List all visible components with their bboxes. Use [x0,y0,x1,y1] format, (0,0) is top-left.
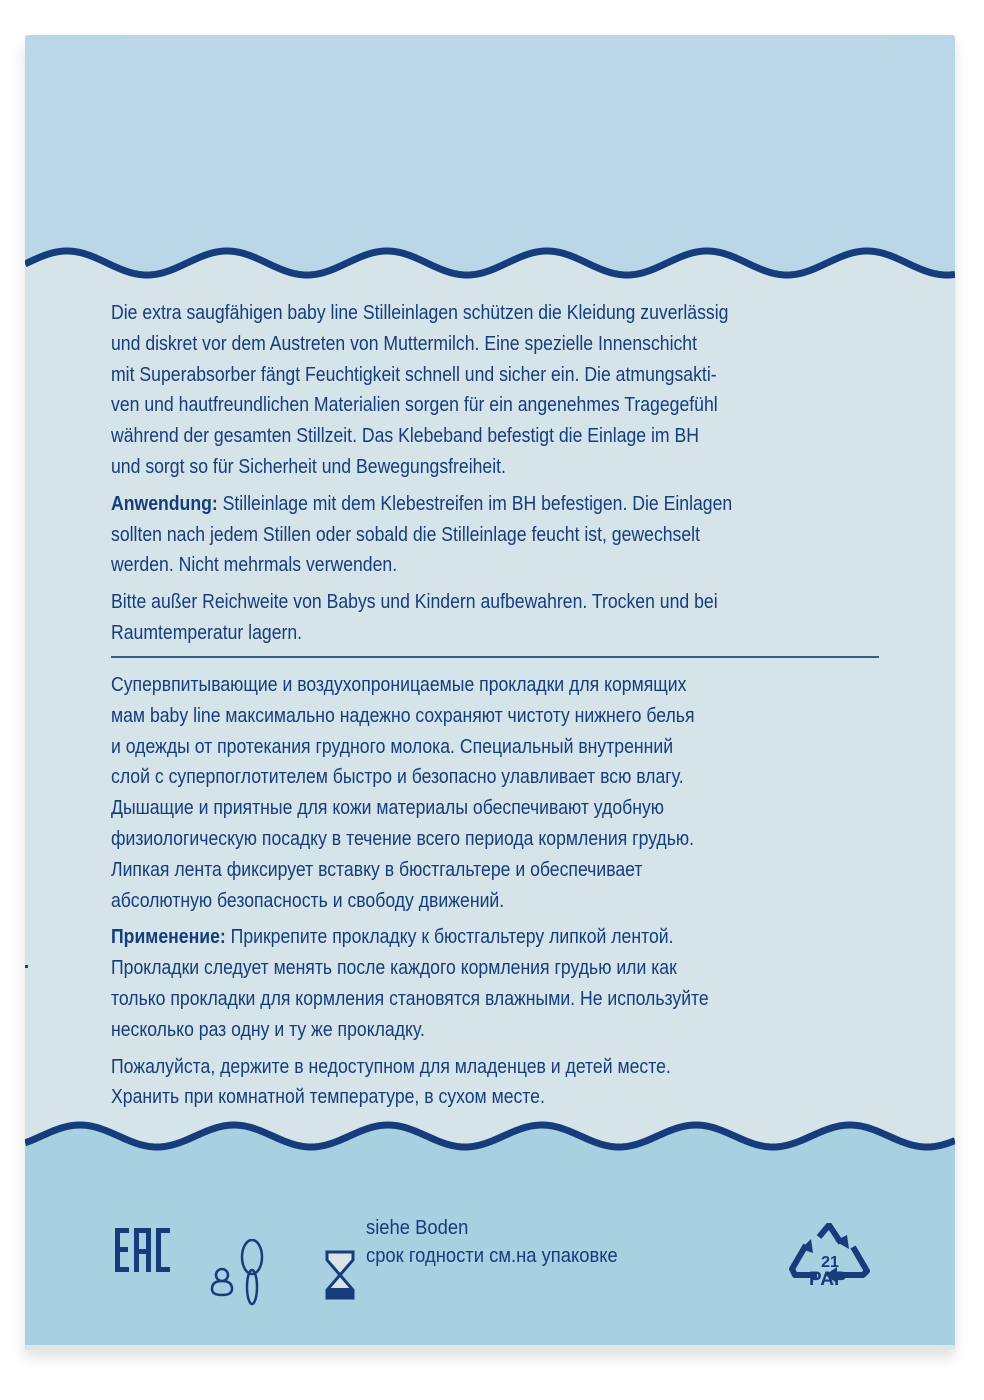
text-line: Липкая лента фиксирует вставку в бюстгальтере и обеспечивает [111,857,643,881]
text-line: Супервпитывающие и воздухопроницаемые прокладки для кормящих [111,673,687,696]
german-usage [111,489,833,581]
text-line: Дышащие и приятные для кожи материалы обеспечивают удобную [111,796,665,820]
text-line: Хранить при комнатной температуре, в сухом месте. [111,1085,545,1109]
recycling-number: 21 [821,1254,839,1271]
bottom-edge [25,1345,955,1350]
eac-mark-icon [115,1228,171,1272]
german-description [111,298,833,483]
package-back-panel [25,35,955,1350]
text-line: Bitte außer Reichweite von Babys und Kindern aufbewahren. Trocken und bei [111,590,718,614]
russian-storage [111,1052,806,1114]
cosmetic-mirror-icon [208,1239,268,1307]
text-line: mit Superabsorber fängt Feuchtigkeit schnell und sicher ein. Die atmungsakti- [111,362,717,386]
text-line: während der gesamten Stillzeit. Das Klebeband befestigt die Einlage im BH [111,424,699,448]
german-storage [111,587,833,649]
usage-label: Применение: [111,925,226,949]
bottom-wave [25,1110,955,1170]
text-line: только прокладки для кормления становятся влажными. Не используйте [111,986,709,1010]
text-line: абсолютную безопасность и свободу движений. [111,888,505,912]
text-line: мам baby line максимально надежно сохраняют чистоту нижнего белья [111,703,695,727]
expiry-note-german: siehe Boden [366,1217,469,1239]
edge-mark [25,965,28,968]
language-divider [111,656,879,658]
expiry-note-russian: срок годности см.на упаковке [366,1245,618,1267]
text-line: Применение: Прикрепите прокладку к бюстгальтеру липкой лентой. [111,925,674,949]
text-line: Прокладки следует менять после каждого кормления грудью или как [111,956,677,980]
text-line: и одежды от протекания грудного молока. Специальный внутренний [111,734,674,758]
russian-description [111,670,806,916]
text-line: werden. Nicht mehrmals verwenden. [111,553,398,577]
text-line: Raumtemperatur lagern. [111,620,303,644]
text-line: физиологическую посадку в течение всего периода кормления грудью. [111,826,695,850]
text-line: несколько раз одну и ту же прокладку. [111,1017,425,1041]
german-section [111,298,833,649]
usage-label: Anwendung: [111,491,218,515]
recycling-code: PAP [809,1269,847,1290]
text-line: und diskret vor dem Austreten von Muttermilch. Eine spezielle Innenschicht [111,331,698,355]
hourglass-icon [325,1250,355,1300]
text-line: Anwendung: Stilleinlage mit dem Klebestreifen im BH befestigen. Die Einlagen [111,491,733,515]
top-wave [25,235,955,295]
text-line: Пожалуйста, держите в недоступном для младенцев и детей месте. [111,1054,671,1078]
text-line: sollten nach jedem Stillen oder sobald die Stilleinlage feucht ist, gewechselt [111,522,701,546]
russian-section [111,670,806,1113]
text-line: ven und hautfreundlichen Materialien sorgen für ein angenehmes Tragegefühl [111,393,718,417]
text-line: Die extra saugfähigen baby line Stilleinlagen schützen die Kleidung zuverlässig [111,301,729,324]
top-edge [125,38,885,40]
text-line: und sorgt so für Sicherheit und Bewegungsfreiheit. [111,454,506,478]
text-line: слой с суперпоглотителем быстро и безопасно улавливает всю влагу. [111,765,684,789]
russian-usage [111,922,806,1045]
